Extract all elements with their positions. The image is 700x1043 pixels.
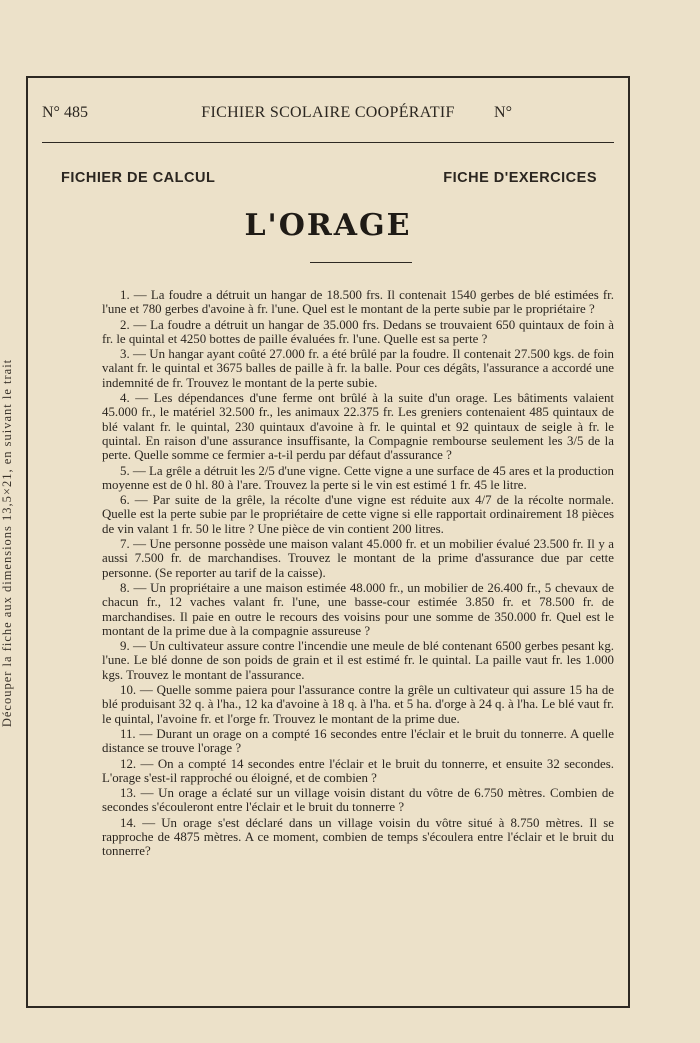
exercise-item: 1. — La foudre a détruit un hangar de 18.500 frs. Il contenait 1540 gerbes de blé estimées fr. l'une et 780 gerbes d'avoine à fr. l'une. Quel est le montant de la perte subie par le propriétaire ? xyxy=(102,288,614,317)
sheet-number-blank: N° xyxy=(494,104,512,121)
exercise-item: 4. — Les dépendances d'une ferme ont brûlé à la suite d'un orage. Les bâtiments valaient 45.000 fr., le matériel 32.500 fr., les animaux 22.375 fr. Les greniers contenaient 485 quintaux de blé valant fr. le quintal, 230 quintaux d'avoine à fr. le quintal et 92 quintaux de seigle à fr. le quintal. En raison d'une assurance insuffisante, la Compagnie rembourse seulement les 3/5 de la perte. Quelle somme ce fermier a-t-il perdu par défaut d'assurance ? xyxy=(102,391,614,463)
series-title: FICHIER SCOLAIRE COOPÉRATIF xyxy=(201,104,455,121)
page-title: L'ORAGE xyxy=(244,208,412,243)
header-divider xyxy=(42,142,614,143)
exercise-item: 12. — On a compté 14 secondes entre l'éclair et le bruit du tonnerre, et ensuite 32 secondes. L'orage s'est-il rapproché ou éloigné, et de combien ? xyxy=(102,756,614,785)
exercise-item: 8. — Un propriétaire a une maison estimée 48.000 fr., un mobilier de 26.400 fr., 5 chevaux de chacun fr., 12 vaches valant fr. l'une, une basse-cour estimée 3.850 fr. et 78.500 fr. de marchandises. Il paie en outre le recours des voisins pour une somme de 350.000 fr. Quel est le montant de la prime due à la compagnie assureuse ? xyxy=(102,580,614,638)
exercise-item: 3. — Un hangar ayant coûté 27.000 fr. a été brûlé par la foudre. Il contenait 27.500 kgs. de foin valant fr. le quintal et 3675 balles de paille à fr. la balle. Pour ces dégâts, l'assurance a accordé une indemnité de fr. Trouvez le montant de la perte subie. xyxy=(102,347,614,390)
sheet-number: N° 485 xyxy=(42,104,88,121)
exercise-item: 7. — Une personne possède une maison valant 45.000 fr. et un mobilier évalué 23.500 fr. Il y a aussi 7.500 fr. de marchandises. Trouvez le montant de la prime d'assurance due par cette personne. (Se reporter au tarif de la caisse). xyxy=(102,537,614,580)
exercise-list xyxy=(102,288,614,860)
exercise-item: 13. — Un orage a éclaté sur un village voisin distant du vôtre de 6.750 mètres. Combien de secondes s'écouleront entre l'éclair et le bruit du tonnerre ? xyxy=(102,786,614,815)
exercise-item: 14. — Un orage s'est déclaré dans un village voisin du vôtre situé à 8.750 mètres. Il se rapproche de 4875 mètres. A ce moment, combien de temps s'écoulera entre l'éclair et le bruit du tonnerre? xyxy=(102,815,614,859)
worksheet-frame xyxy=(26,76,630,1008)
exercise-item: 9. — Un cultivateur assure contre l'incendie une meule de blé contenant 6500 gerbes pesant kg. l'une. Le blé donne de son poids de grain et il est estimé fr. le quintal. La paille vaut fr. les 1.000 kgs. Trouvez le montant de l'assurance. xyxy=(102,639,614,682)
sheet-type: FICHE D'EXERCICES xyxy=(443,170,597,186)
cut-instruction-note: Découper la fiche aux dimensions 13,5×21, en suivant le trait xyxy=(0,358,14,728)
title-underline xyxy=(310,262,412,263)
exercise-item: 10. — Quelle somme paiera pour l'assurance contre la grêle un cultivateur qui assure 15 ha de blé produisant 32 q. à l'ha., 12 ka d'avoine à 18 q. à l'ha. et 5 ha. d'orge à 24 q. à l'ha. Le blé vaut fr. le quintal, l'avoine fr. et l'orge fr. Trouvez le montant de la prime due. xyxy=(102,683,614,726)
exercise-item: 6. — Par suite de la grêle, la récolte d'une vigne est réduite aux 4/7 de la récolte normale. Quelle est la perte subie par le propriétaire de cette vigne si elle rapportait ordinairement 18 pièces de vin valant 1 fr. 50 le litre ? Une pièce de vin contient 200 litres. xyxy=(102,493,614,536)
file-category: FICHIER DE CALCUL xyxy=(61,170,216,186)
sheet-header xyxy=(42,104,614,124)
exercise-item: 2. — La foudre a détruit un hangar de 35.000 frs. Dedans se trouvaient 650 quintaux de foin à fr. le quintal et 4250 bottes de paille évaluées fr. l'une. Quelle est sa perte ? xyxy=(102,317,614,346)
exercise-item: 11. — Durant un orage on a compté 16 secondes entre l'éclair et le bruit du tonnerre. A quelle distance se trouve l'orage ? xyxy=(102,726,614,756)
exercise-item: 5. — La grêle a détruit les 2/5 d'une vigne. Cette vigne a une surface de 45 ares et la production moyenne est de 0 hl. 80 à l'are. Trouvez la perte si le vin est estimé 1 fr. 45 le litre. xyxy=(102,463,614,492)
